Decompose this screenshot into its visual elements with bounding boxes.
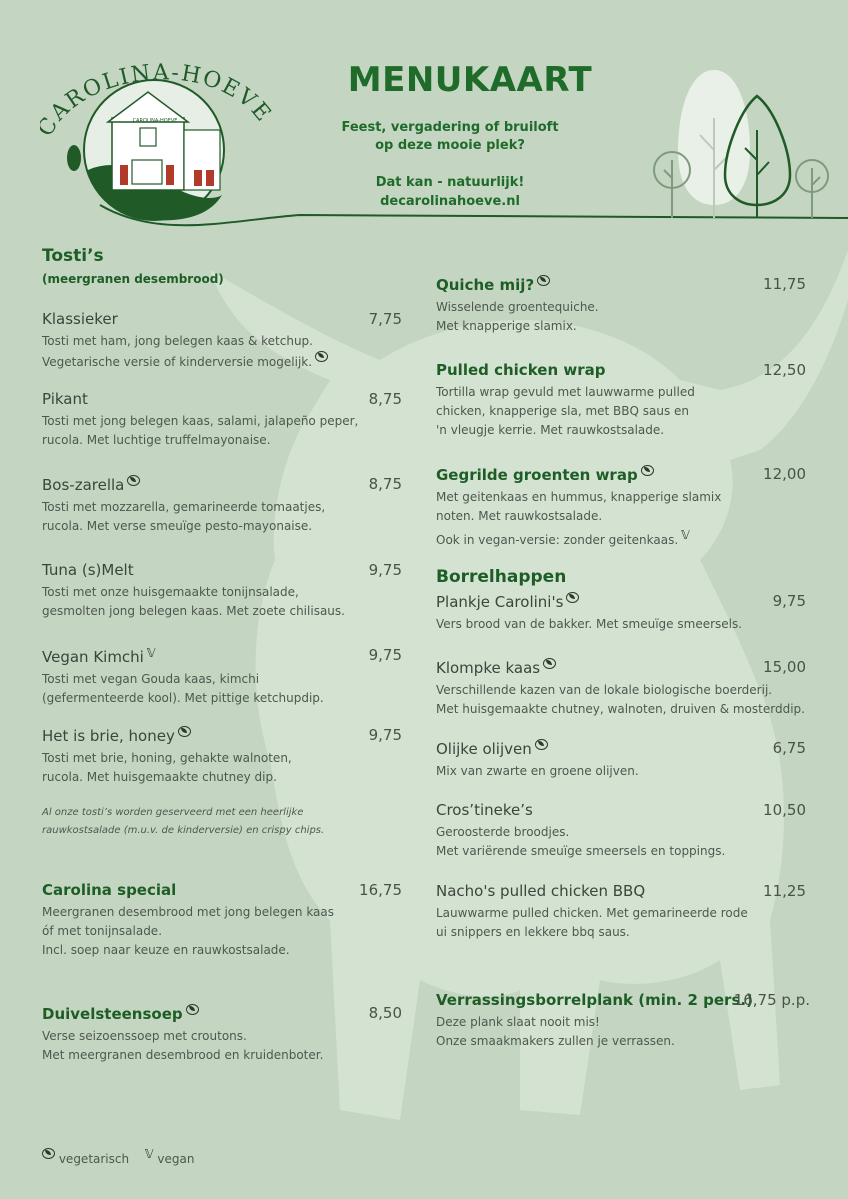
item-desc: Meergranen desembrood met jong belegen kaas: [42, 905, 335, 919]
item-price: 10,50: [763, 801, 806, 819]
item-desc: rucola. Met huisgemaakte chutney dip.: [42, 770, 277, 784]
section-subheading-tostis: (meergranen desembrood): [42, 272, 224, 286]
item-price: 12,00: [763, 465, 806, 483]
item-desc: Ook in vegan-versie: zonder geitenkaas.: [436, 533, 679, 547]
item-name: Vegan Kimchi: [42, 648, 144, 666]
item-name: Plankje Carolini's: [436, 593, 564, 611]
item-name: Pikant: [42, 390, 88, 408]
item-desc: Met huisgemaakte chutney, walnoten, druiven & mosterddip.: [436, 702, 805, 716]
item-price: 7,75: [368, 310, 402, 328]
menu-item: [436, 739, 806, 781]
item-name: Pulled chicken wrap: [436, 361, 606, 379]
item-name: Cros’tineke’s: [436, 801, 533, 819]
item-desc: Tosti met ham, jong belegen kaas & ketchup.: [42, 334, 313, 348]
item-desc: Met meergranen desembrood en kruidenboter.: [42, 1048, 324, 1062]
item-name: Klompke kaas: [436, 659, 541, 677]
item-price: 8,75: [368, 390, 402, 408]
item-desc: Onze smaakmakers zullen je verrassen.: [436, 1034, 675, 1048]
item-name: Nacho's pulled chicken BBQ: [436, 882, 646, 900]
item-desc: Met geitenkaas en hummus, knapperige slamix: [436, 490, 722, 504]
item-price: 16,75: [359, 881, 402, 899]
item-desc: noten. Met rauwkostsalade.: [436, 509, 603, 523]
item-desc: Lauwwarme pulled chicken. Met gemarineerde rode: [436, 906, 748, 920]
item-desc: Tosti met vegan Gouda kaas, kimchi: [42, 672, 260, 686]
logo-sign: CAROLINA-HOEVE: [132, 118, 178, 124]
item-price: 16,75 p.p.: [733, 991, 810, 1009]
svg-text:CAROLINA-HOEVE: [40, 60, 276, 140]
menu-item: [436, 882, 806, 942]
item-desc: Verse seizoenssoep met croutons.: [42, 1029, 247, 1043]
item-price: 6,75: [772, 739, 806, 757]
item-name: Olijke olijven: [436, 740, 532, 758]
item-desc: Met knapperige slamix.: [436, 319, 577, 333]
item-name: Het is brie, honey: [42, 727, 175, 745]
vegetarian-icon: [535, 739, 548, 750]
vegan-icon: 𝕍: [144, 1147, 154, 1161]
item-desc: Geroosterde broodjes.: [436, 825, 570, 839]
menu-item: [436, 275, 806, 336]
trees-illustration: [654, 70, 828, 218]
item-desc: rucola. Met verse smeuïge pesto-mayonaise.: [42, 519, 313, 533]
vegetarian-icon: [42, 1148, 55, 1159]
item-name: Gegrilde groenten wrap: [436, 466, 638, 484]
vegetarian-icon: [186, 1004, 199, 1015]
section-heading-tostis: Tosti’s: [42, 246, 104, 266]
item-price: 8,50: [368, 1004, 402, 1022]
item-name: Carolina special: [42, 881, 177, 899]
menu-item: [42, 561, 402, 621]
item-price: 9,75: [368, 726, 402, 744]
item-desc: Wisselende groentequiche.: [436, 300, 599, 314]
item-desc: Tosti met mozzarella, gemarineerde tomaatjes,: [42, 500, 326, 514]
tagline-1: Feest, vergadering of bruiloft: [341, 120, 559, 135]
menu-item: [42, 310, 402, 372]
menu-item: [42, 726, 402, 787]
item-price: 9,75: [772, 592, 806, 610]
item-desc: Met variërende smeuïge smeersels en toppings.: [436, 844, 726, 858]
menu-item: [42, 475, 402, 536]
vegan-icon: 𝕍: [146, 646, 156, 660]
item-name: Duivelsteensoep: [42, 1005, 183, 1023]
vegetarian-icon: [543, 658, 556, 669]
logo-text: AROLINA-HOEVE: [45, 60, 277, 128]
item-desc: Tosti met brie, honing, gehakte walnoten,: [42, 751, 292, 765]
item-name: Tuna (s)Melt: [42, 561, 134, 579]
page-title: MENUKAART: [347, 60, 593, 100]
vegetarian-icon: [641, 465, 654, 476]
item-desc: gesmolten jong belegen kaas. Met zoete chilisaus.: [42, 604, 345, 618]
menu-item-plank: [436, 991, 810, 1051]
item-desc: Vers brood van de bakker. Met smeuïge smeersels.: [436, 617, 743, 631]
item-price: 11,25: [763, 882, 806, 900]
item-desc: 'n vleugje kerrie. Met rauwkostsalade.: [436, 423, 665, 437]
website-link[interactable]: decarolinahoeve.nl: [380, 194, 520, 209]
item-price: 9,75: [368, 561, 402, 579]
item-name: Bos-zarella: [42, 476, 125, 494]
menu-item-special: [42, 881, 402, 960]
vegan-icon: 𝕍: [681, 528, 690, 542]
legend-vegan: vegan: [157, 1152, 195, 1166]
vegetarian-icon: [178, 726, 191, 737]
item-name: Verrassingsborrelplank (min. 2 pers.): [436, 991, 753, 1009]
menu-item: [436, 465, 806, 550]
item-desc: (gefermenteerde kool). Met pittige ketchupdip.: [42, 691, 324, 705]
item-price: 12,50: [763, 361, 806, 379]
legend-vegetarian: vegetarisch: [58, 1152, 130, 1166]
item-desc: rucola. Met luchtige truffelmayonaise.: [42, 433, 271, 447]
menu-item: [42, 646, 402, 708]
item-desc: Tortilla wrap gevuld met lauwwarme pulled: [436, 385, 695, 399]
item-price: 9,75: [368, 646, 402, 664]
tosti-note: [42, 804, 324, 840]
section-heading-borrel: Borrelhappen: [436, 567, 567, 587]
logo: [40, 58, 280, 148]
item-desc: Vegetarische versie of kinderversie mogelijk.: [42, 355, 313, 369]
note-line: rauwkostsalade (m.u.v. de kinderversie) en crispy chips.: [42, 825, 325, 836]
tagline-2: op deze mooie plek?: [375, 138, 525, 153]
vegetarian-icon: [566, 592, 579, 603]
menu-item: [436, 592, 806, 634]
menu-item: [42, 390, 402, 450]
item-desc: ui snippers en lekkere bbq saus.: [436, 925, 630, 939]
item-desc: Tosti met jong belegen kaas, salami, jalapeño peper,: [42, 414, 359, 428]
menu-item: [436, 658, 806, 719]
vegetarian-icon: [127, 475, 140, 486]
item-desc: chicken, knapperige sla, met BBQ saus en: [436, 404, 690, 418]
item-desc: Tosti met onze huisgemaakte tonijnsalade,: [42, 585, 299, 599]
note-line: Al onze tosti’s worden geserveerd met een heerlijke: [42, 807, 304, 818]
item-name: Klassieker: [42, 310, 118, 328]
vegetarian-icon: [315, 351, 328, 362]
item-desc: Mix van zwarte en groene olijven.: [436, 764, 639, 778]
item-desc: Verschillende kazen van de lokale biologische boerderij.: [436, 683, 773, 697]
item-price: 11,75: [763, 275, 806, 293]
menu-item: [436, 361, 806, 440]
menu-item-soup: [42, 1004, 402, 1065]
menu-item: [436, 801, 806, 861]
legend: [42, 1147, 194, 1166]
item-desc: Deze plank slaat nooit mis!: [436, 1015, 600, 1029]
tagline-3: Dat kan - natuurlijk!: [375, 175, 525, 190]
item-price: 8,75: [368, 475, 402, 493]
item-desc: óf met tonijnsalade.: [42, 924, 163, 938]
vegetarian-icon: [537, 275, 550, 286]
item-name: Quiche mij?: [436, 276, 535, 294]
item-price: 15,00: [763, 658, 806, 676]
item-desc: Incl. soep naar keuze en rauwkostsalade.: [42, 943, 290, 957]
logo-arc-text: [40, 58, 280, 148]
